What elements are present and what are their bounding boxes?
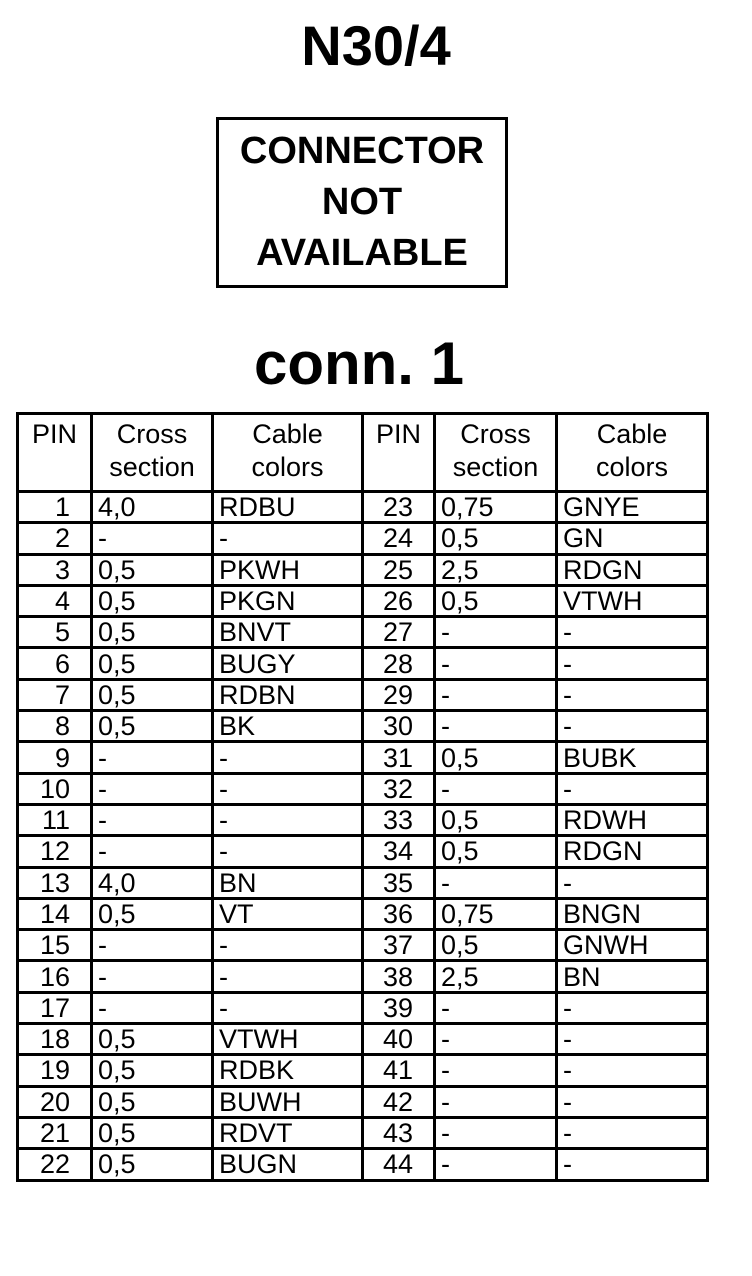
cross-section-cell: - [435,1055,557,1086]
pin-number-cell: 8 [18,711,92,742]
table-row [18,617,708,648]
cross-section-cell: 0,5 [435,804,557,835]
cable-color-cell: RDBN [213,679,363,710]
connector-title: conn. 1 [253,330,465,397]
cable-color-cell: - [557,1086,708,1117]
connector-not-available-box [216,117,508,288]
cross-section-cell: 0,5 [435,585,557,616]
cross-section-cell: - [435,1024,557,1055]
cable-color-cell: - [557,1024,708,1055]
table-header-row [18,414,708,492]
page-title: N30/4 [301,14,451,77]
pin-number-cell: 5 [18,617,92,648]
table-row [18,804,708,835]
notice-line-2: NOT [321,181,403,223]
pin-number-cell: 14 [18,898,92,929]
cross-section-cell: - [92,961,213,992]
pin-number-cell: 20 [18,1086,92,1117]
cross-section-cell: - [435,773,557,804]
pin-number-cell: 18 [18,1024,92,1055]
cable-color-cell: - [557,711,708,742]
cable-color-cell: BN [213,867,363,898]
pin-number-cell: 7 [18,679,92,710]
pin-number-cell: 29 [363,679,435,710]
cross-section-cell: - [92,523,213,554]
cross-section-cell: - [435,1086,557,1117]
cable-color-cell: - [213,742,363,773]
table-row [18,742,708,773]
table-row [18,585,708,616]
table-row [18,1024,708,1055]
table-row [18,867,708,898]
pin-number-cell: 1 [18,492,92,523]
cross-section-cell: - [435,867,557,898]
cross-section-cell: 0,5 [435,930,557,961]
table-row [18,492,708,523]
cable-color-cell: - [557,1149,708,1180]
header-cable-colors-left: Cable colors [213,414,363,492]
table-row [18,1117,708,1148]
cable-color-cell: - [557,617,708,648]
table-row [18,648,708,679]
cable-color-cell: - [557,1117,708,1148]
pin-number-cell: 41 [363,1055,435,1086]
cross-section-cell: - [435,617,557,648]
cable-color-cell: - [557,773,708,804]
cross-section-cell: 0,5 [92,1149,213,1180]
pin-number-cell: 25 [363,554,435,585]
cable-color-cell: BK [213,711,363,742]
pin-number-cell: 27 [363,617,435,648]
cable-color-cell: GNYE [557,492,708,523]
pin-number-cell: 12 [18,836,92,867]
cross-section-cell: 0,5 [92,1055,213,1086]
cable-color-cell: VT [213,898,363,929]
cross-section-cell: 0,75 [435,898,557,929]
cable-color-cell: BNGN [557,898,708,929]
cable-color-cell: - [213,523,363,554]
header-cable-colors-right: Cable colors [557,414,708,492]
cross-section-cell: - [435,711,557,742]
pin-number-cell: 11 [18,804,92,835]
cross-section-cell: - [435,679,557,710]
cable-color-cell: BN [557,961,708,992]
cable-color-cell: RDWH [557,804,708,835]
cable-color-cell: - [557,679,708,710]
pin-number-cell: 34 [363,836,435,867]
table-row [18,773,708,804]
pin-number-cell: 38 [363,961,435,992]
notice-line-3: AVAILABLE [256,232,468,274]
table-row [18,930,708,961]
table-row [18,523,708,554]
pin-number-cell: 23 [363,492,435,523]
pin-number-cell: 3 [18,554,92,585]
cable-color-cell: - [213,961,363,992]
cable-color-cell: VTWH [213,1024,363,1055]
pin-number-cell: 31 [363,742,435,773]
pin-number-cell: 15 [18,930,92,961]
table-row [18,1086,708,1117]
table-row [18,1055,708,1086]
pin-number-cell: 9 [18,742,92,773]
cross-section-cell: 0,5 [92,585,213,616]
cross-section-cell: 0,5 [92,711,213,742]
pin-number-cell: 4 [18,585,92,616]
cross-section-cell: - [92,836,213,867]
cable-color-cell: - [213,836,363,867]
header-cross-section-right: Cross section [435,414,557,492]
cross-section-cell: 0,5 [92,1117,213,1148]
cable-color-cell: - [213,773,363,804]
header-pin-left: PIN [18,414,92,492]
cable-color-cell: - [557,867,708,898]
cross-section-cell: 0,5 [435,742,557,773]
pin-number-cell: 43 [363,1117,435,1148]
pin-number-cell: 2 [18,523,92,554]
pin-number-cell: 19 [18,1055,92,1086]
cross-section-cell: - [92,742,213,773]
cable-color-cell: GNWH [557,930,708,961]
cross-section-cell: 0,5 [92,898,213,929]
table-row [18,898,708,929]
table-row [18,554,708,585]
cross-section-cell: - [435,648,557,679]
pin-number-cell: 36 [363,898,435,929]
pin-number-cell: 42 [363,1086,435,1117]
pin-number-cell: 21 [18,1117,92,1148]
table-row [18,961,708,992]
cable-color-cell: PKWH [213,554,363,585]
pin-number-cell: 17 [18,992,92,1023]
table-row [18,679,708,710]
cross-section-cell: - [435,1117,557,1148]
pin-number-cell: 39 [363,992,435,1023]
pin-number-cell: 13 [18,867,92,898]
pin-number-cell: 32 [363,773,435,804]
cable-color-cell: - [557,992,708,1023]
cross-section-cell: - [435,992,557,1023]
cable-color-cell: VTWH [557,585,708,616]
cross-section-cell: 0,5 [92,1086,213,1117]
cable-color-cell: - [557,1055,708,1086]
cross-section-cell: 2,5 [435,554,557,585]
pin-table [16,412,709,1182]
cross-section-cell: 0,5 [92,679,213,710]
cable-color-cell: RDGN [557,554,708,585]
pin-number-cell: 6 [18,648,92,679]
cable-color-cell: - [213,992,363,1023]
cable-color-cell: - [213,804,363,835]
pin-number-cell: 44 [363,1149,435,1180]
cross-section-cell: - [92,773,213,804]
cable-color-cell: BUGY [213,648,363,679]
cross-section-cell: - [92,804,213,835]
cable-color-cell: - [213,930,363,961]
pin-number-cell: 22 [18,1149,92,1180]
cable-color-cell: BUGN [213,1149,363,1180]
cable-color-cell: BUWH [213,1086,363,1117]
cable-color-cell: PKGN [213,585,363,616]
cross-section-cell: 2,5 [435,961,557,992]
header-cross-section-left: Cross section [92,414,213,492]
cross-section-cell: 0,5 [435,836,557,867]
cross-section-cell: 0,5 [92,617,213,648]
pin-number-cell: 37 [363,930,435,961]
pin-number-cell: 30 [363,711,435,742]
pin-number-cell: 33 [363,804,435,835]
table-row [18,992,708,1023]
pin-number-cell: 35 [363,867,435,898]
cross-section-cell: 0,5 [92,554,213,585]
cross-section-cell: 0,5 [92,648,213,679]
pin-number-cell: 16 [18,961,92,992]
cross-section-cell: - [92,992,213,1023]
cable-color-cell: RDBK [213,1055,363,1086]
notice-line-1: CONNECTOR [239,130,485,172]
cable-color-cell: RDBU [213,492,363,523]
cross-section-cell: 0,75 [435,492,557,523]
cross-section-cell: 4,0 [92,867,213,898]
header-pin-right: PIN [363,414,435,492]
cable-color-cell: RDGN [557,836,708,867]
cross-section-cell: 4,0 [92,492,213,523]
table-row [18,836,708,867]
pin-number-cell: 40 [363,1024,435,1055]
pin-number-cell: 10 [18,773,92,804]
cross-section-cell: - [92,930,213,961]
cable-color-cell: BNVT [213,617,363,648]
cable-color-cell: BUBK [557,742,708,773]
table-row [18,1149,708,1180]
pin-number-cell: 26 [363,585,435,616]
cable-color-cell: - [557,648,708,679]
pin-number-cell: 24 [363,523,435,554]
cross-section-cell: 0,5 [435,523,557,554]
cable-color-cell: RDVT [213,1117,363,1148]
pin-number-cell: 28 [363,648,435,679]
cross-section-cell: 0,5 [92,1024,213,1055]
cable-color-cell: GN [557,523,708,554]
cross-section-cell: - [435,1149,557,1180]
table-row [18,711,708,742]
